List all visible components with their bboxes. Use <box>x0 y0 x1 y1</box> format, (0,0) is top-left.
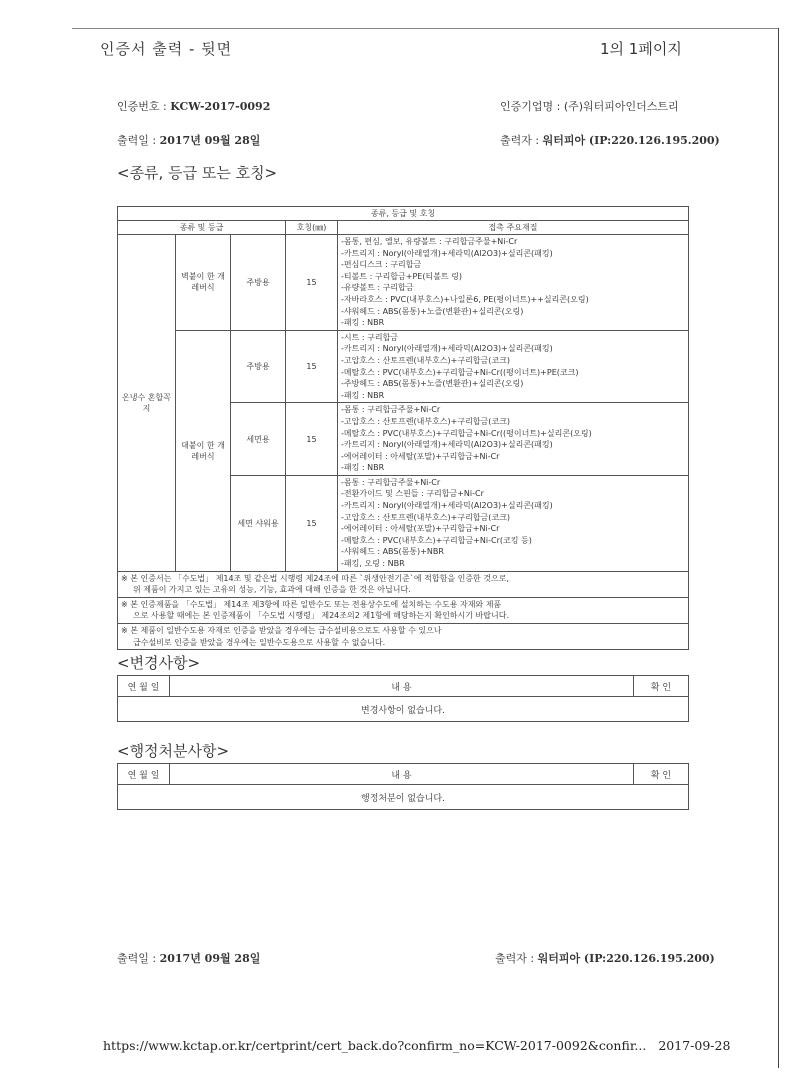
size-cell: 15 <box>286 235 338 331</box>
printer-label: 출력자 : <box>500 134 540 147</box>
page-counter: 1의 1페이지 <box>600 40 682 58</box>
lever-type-wall: 벽붙이 한 개 레버식 <box>176 235 231 331</box>
material-item: -몸통 : 구리합금주물+Ni-Cr <box>341 477 441 487</box>
admin-header-date: 연 월 일 <box>118 764 170 785</box>
header-size: 호칭(㎜) <box>286 221 338 235</box>
section-title-admin: <행정처분사항> <box>117 742 230 760</box>
top-rule <box>72 28 778 29</box>
material-item: -패킹, 오링 : NBR <box>341 559 405 569</box>
changes-header-date: 연 월 일 <box>118 676 170 697</box>
printer-value: 워터피아 (IP:220.126.195.200) <box>542 134 720 147</box>
footer-url-date: 2017-09-28 <box>658 1038 731 1053</box>
section-title-types: <종류, 등급 또는 호칭> <box>117 164 278 182</box>
material-item: -패킹 : NBR <box>341 463 385 473</box>
material-item: -메탈호스 : PVC(내부호스)+구리합금+Ni-Cr((평이너트)+PE(코크) <box>341 367 579 377</box>
cert-number-label: 인증번호 : <box>117 100 167 113</box>
cert-number <box>117 98 270 114</box>
print-date-label: 출력일 : <box>117 134 157 147</box>
footer-print-date-value: 2017년 09월 28일 <box>159 952 261 965</box>
size-cell: 15 <box>286 330 338 403</box>
material-item: -유량볼트 : 구리합금 <box>341 283 414 293</box>
category-cell: 온냉수 혼합꼭지 <box>118 235 176 572</box>
material-item: -에어레이터 : 아세탈(포말)+구리합금+Ni-Cr <box>341 451 500 461</box>
material-item: -샤워헤드 : ABS(몸통)+NBR <box>341 547 444 557</box>
material-item: -패킹 : NBR <box>341 318 385 328</box>
use-cell: 세면용 <box>231 403 286 476</box>
use-cell: 주방용 <box>231 330 286 403</box>
material-item: -시트 : 구리합금 <box>341 332 399 342</box>
note-line: 급수설비로 인증을 받았을 경우에는 일반수도용으로 사용할 수 없습니다. <box>133 637 386 647</box>
right-rule <box>778 28 779 1068</box>
printer-info <box>500 132 720 148</box>
header-material: 접촉 주요재질 <box>338 221 689 235</box>
note-line: 으로 사용할 때에는 본 인증제품이 「수도법 시행령」 제24조의2 제1항에 해당하는지 확인하시기 바랍니다. <box>133 611 509 621</box>
size-cell: 15 <box>286 403 338 476</box>
types-table <box>117 206 689 650</box>
note-2 <box>118 597 689 623</box>
material-item: -티볼트 : 구리합금+PE(티볼트 링) <box>341 271 463 281</box>
material-item: -편심디스크 : 구리합금 <box>341 260 422 270</box>
admin-header-content: 내 용 <box>170 764 634 785</box>
material-item: -고압호스 : 산토프렌(내부호스)+구리합금(코크) <box>341 355 510 365</box>
changes-header-content: 내 용 <box>170 676 634 697</box>
material-item: -메탈호스 : PVC(내부호스)+구리합금+Ni-Cr(코킹 등) <box>341 535 532 545</box>
note-line: ※ 본 인증제품을 「수도법」 제14조 제3항에 따른 일반수도 또는 전용상수도에 설치하는 수도용 자재와 제품 <box>121 599 502 609</box>
material-item: -고압호스 : 산토프렌(내부호스)+구리합금(코크) <box>341 416 510 426</box>
material-list <box>338 330 689 403</box>
material-list <box>338 235 689 331</box>
header-type: 종류 및 등급 <box>118 221 286 235</box>
use-cell: 세면 샤워용 <box>231 475 286 571</box>
page-header-title: 인증서 출력 - 뒷면 <box>100 40 233 58</box>
section-title-changes: <변경사항> <box>117 654 201 672</box>
material-item: -몸통 : 구리합금주물+Ni-Cr <box>341 405 441 415</box>
material-item: -카트리지 : Noryl(아래열개)+세라믹(Al2O3)+실리콘(패킹) <box>341 344 553 354</box>
material-item: -주방헤드 : ABS(몸통)+노즐(변환관)+실리콘(오링) <box>341 379 524 389</box>
material-item: -고압호스 : 산토프렌(내부호스)+구리합금(코크) <box>341 512 510 522</box>
company-name <box>500 98 679 114</box>
note-3 <box>118 624 689 650</box>
note-line: ※ 본 인증서는 「수도법」 제14조 및 같은법 시행령 제24조에 따른 `위생안전기준`에 적합함을 인증한 것으로, <box>121 573 510 583</box>
admin-table <box>117 763 689 810</box>
material-list <box>338 403 689 476</box>
note-line: ※ 본 제품이 일반수도용 자재로 인증을 받았을 경우에는 급수설비용으로도 사용할 수 있으나 <box>121 626 442 635</box>
material-item: -자바라호스 : PVC(내부호스)+나일론6, PE(평이너트)++실리콘(오링) <box>341 294 589 304</box>
print-date <box>117 132 260 148</box>
changes-header-confirm: 확 인 <box>634 676 689 697</box>
material-item: -패킹 : NBR <box>341 390 385 400</box>
footer-print-date <box>117 950 260 966</box>
print-date-value: 2017년 09월 28일 <box>159 134 261 147</box>
size-cell: 15 <box>286 475 338 571</box>
admin-empty-message: 행정처분이 없습니다. <box>118 785 689 810</box>
footer-url: https://www.kctap.or.kr/certprint/cert_back.do?confirm_no=KCW-2017-0092&confir... <box>103 1038 647 1053</box>
cert-number-value: KCW-2017-0092 <box>170 100 271 113</box>
footer-print-date-label: 출력일 : <box>117 952 157 965</box>
changes-empty-message: 변경사항이 없습니다. <box>118 697 689 722</box>
note-1 <box>118 571 689 597</box>
material-item: -메탈호스 : PVC(내부호스)+구리합금+Ni-Cr((평이너트)+실리콘(오링) <box>341 428 592 438</box>
material-item: -몸통, 편심, 엘보, 유량볼트 : 구리합금주물+Ni-Cr <box>341 237 518 246</box>
footer-url-line <box>103 1038 730 1053</box>
note-line: 위 제품이 가지고 있는 고유의 성능, 기능, 효과에 대해 인증을 한 것은 아닙니다. <box>133 585 411 595</box>
material-item: -샤워헤드 : ABS(몸통)+노즐(변환관)+실리콘(오링) <box>341 306 524 316</box>
footer-printer-label: 출력자 : <box>495 952 535 965</box>
material-item: -카트리지 : Noryl(아래열개)+세라믹(Al2O3)+실리콘(패킹) <box>341 440 553 450</box>
table-title: 종류, 등급 및 호칭 <box>118 207 689 221</box>
lever-type-deck: 대붙이 한 개 레버식 <box>176 330 231 571</box>
changes-table <box>117 675 689 722</box>
footer-printer-value: 워터피아 (IP:220.126.195.200) <box>537 952 715 965</box>
material-list <box>338 475 689 571</box>
company-value: (주)워터피아인더스트리 <box>563 100 679 113</box>
footer-printer <box>495 950 715 966</box>
material-item: -에어레이터 : 아세탈(포말)+구리합금+Ni-Cr <box>341 524 500 534</box>
company-label: 인증기업명 : <box>500 100 561 113</box>
admin-header-confirm: 확 인 <box>634 764 689 785</box>
use-cell: 주방용 <box>231 235 286 331</box>
material-item: -카트리지 : Noryl(아래열개)+세라믹(Al2O3)+실리콘(패킹) <box>341 501 553 511</box>
material-item: -카트리지 : Noryl(아래열개)+세라믹(Al2O3)+실리콘(패킹) <box>341 248 553 258</box>
material-item: -전환가이드 및 스핀들 : 구리합금+Ni-Cr <box>341 489 484 499</box>
